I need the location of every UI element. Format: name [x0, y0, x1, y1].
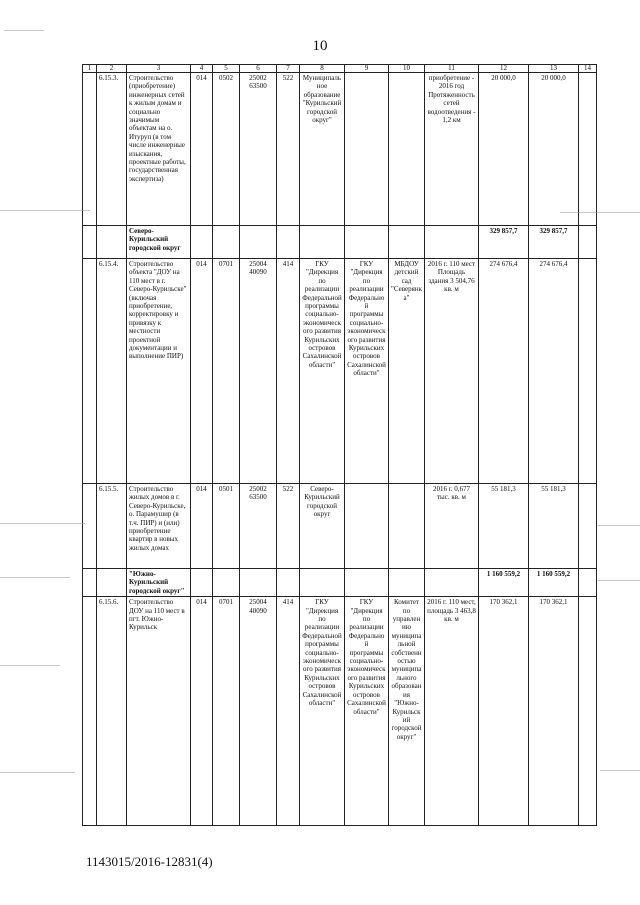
- scan-line: [598, 525, 640, 526]
- cell: [345, 73, 389, 226]
- cell-amount: 329 857,7: [529, 226, 579, 259]
- cell: 25002 63500: [240, 73, 277, 226]
- cell: [345, 569, 389, 597]
- column-header: 8: [300, 65, 345, 73]
- cell-number: [97, 226, 127, 259]
- scan-line: [560, 212, 640, 213]
- cell: [389, 73, 425, 226]
- cell: [579, 597, 597, 826]
- cell: [345, 484, 389, 569]
- cell: 2016 г. 110 мест, площадь 3 463,8 кв. м: [425, 597, 479, 826]
- column-header: 1: [83, 65, 97, 73]
- cell: 414: [277, 259, 300, 484]
- column-header: 6: [240, 65, 277, 73]
- column-header: 14: [579, 65, 597, 73]
- cell-number: 6.15.6.: [97, 597, 127, 826]
- document-footer: 1143015/2016-12831(4): [86, 854, 213, 869]
- scan-line: [0, 210, 90, 211]
- cell: [191, 569, 213, 597]
- cell-amount: 274 676,4: [529, 259, 579, 484]
- cell: [83, 484, 97, 569]
- cell: [389, 569, 425, 597]
- cell: [389, 226, 425, 259]
- column-header: 2: [97, 65, 127, 73]
- cell: [83, 259, 97, 484]
- cell: [83, 569, 97, 597]
- cell: [579, 259, 597, 484]
- scan-line: [600, 770, 640, 771]
- cell-name: Строительство жилых домов в г. Северо-Курильске, о. Парамушир (в т.ч. ПИР) и (или) приобретение квартир в новых жилых домах: [127, 484, 191, 569]
- table-row: [83, 484, 597, 569]
- scan-line: [0, 523, 85, 524]
- scan-line: [598, 580, 640, 581]
- cell: [300, 569, 345, 597]
- scan-line: [0, 577, 70, 578]
- budget-table: [82, 64, 597, 826]
- cell-amount: 20 000,0: [529, 73, 579, 226]
- table-row: [83, 259, 597, 484]
- cell: 414: [277, 597, 300, 826]
- cell: [425, 569, 479, 597]
- column-header: 3: [127, 65, 191, 73]
- cell: 014: [191, 484, 213, 569]
- cell: 014: [191, 259, 213, 484]
- cell: приобретение - 2016 год Протяженность сетей водоотведения - 1,2 км: [425, 73, 479, 226]
- column-header: 5: [213, 65, 240, 73]
- cell: 522: [277, 73, 300, 226]
- cell-amount: 170 362,1: [479, 597, 529, 826]
- cell-name: Строительство объекта "ДОУ на 110 мест в г. Северо-Курильске" (включая приобретение, корректировку и привязку к местности проектной документации и выполнение ПИР): [127, 259, 191, 484]
- cell: [345, 226, 389, 259]
- cell: [277, 569, 300, 597]
- scan-line: [0, 665, 60, 666]
- cell: 0502: [213, 73, 240, 226]
- cell: 25004 40090: [240, 259, 277, 484]
- header-row: [83, 65, 597, 73]
- cell-name: Строительство ДОУ на 110 мест в пгт. Южно-Курильск: [127, 597, 191, 826]
- cell: [579, 484, 597, 569]
- cell: ГКУ "Дирекция по реализации Федеральной программы социально-экономического развития Курильских островов Сахалинской области": [300, 259, 345, 484]
- cell-amount: 55 181,3: [479, 484, 529, 569]
- cell: Муниципальное образование "Курильский городской округ": [300, 73, 345, 226]
- cell-name: Строительство (приобретение) инженерных сетей к жилым домам и социально значимым объектам на о. Итуруп (в том числе инженерные изыскания, проектные работы, государственная экспертиза): [127, 73, 191, 226]
- cell-amount: 170 362,1: [529, 597, 579, 826]
- table-row: [83, 569, 597, 597]
- cell-amount: 1 160 559,2: [479, 569, 529, 597]
- cell-amount: 274 676,4: [479, 259, 529, 484]
- cell: ГКУ "Дирекция по реализации Федеральной программы социально-экономического развития Курильских островов Сахалинской области": [300, 597, 345, 826]
- cell: [425, 226, 479, 259]
- cell: 014: [191, 73, 213, 226]
- cell: 0701: [213, 259, 240, 484]
- cell-number: 6.15.4.: [97, 259, 127, 484]
- cell: 2016 г. 0,677 тыс. кв. м: [425, 484, 479, 569]
- cell: ГКУ "Дирекция по реализации Федеральной программы социально-экономического развития Курильских островов Сахалинской области": [345, 259, 389, 484]
- cell: МБДОУ детский сад "Северянка": [389, 259, 425, 484]
- cell: [579, 73, 597, 226]
- page-number: 10: [312, 38, 328, 54]
- cell-amount: 55 181,3: [529, 484, 579, 569]
- cell-name: Северо-Курильский городской округ: [127, 226, 191, 259]
- cell: [213, 226, 240, 259]
- cell: 0501: [213, 484, 240, 569]
- column-header: 4: [191, 65, 213, 73]
- column-header: 13: [529, 65, 579, 73]
- cell-number: 6.15.5.: [97, 484, 127, 569]
- cell: [389, 484, 425, 569]
- table-row: [83, 226, 597, 259]
- cell: [83, 73, 97, 226]
- cell: Комитет по управлению муниципальной собственностью муниципального образования "Южно-Курильский городской округ": [389, 597, 425, 826]
- cell: ГКУ "Дирекция по реализации Федеральной программы социально-экономического развития Курильских островов Сахалинской области": [345, 597, 389, 826]
- cell: 2016 г. 110 мест Площадь здания 3 504,76 кв. м: [425, 259, 479, 484]
- cell: [277, 226, 300, 259]
- cell: [240, 569, 277, 597]
- cell-name: "Южно-Курильский городской округ": [127, 569, 191, 597]
- table-row: [83, 597, 597, 826]
- cell: 25004 40090: [240, 597, 277, 826]
- cell: [579, 226, 597, 259]
- cell-amount: 20 000,0: [479, 73, 529, 226]
- cell: Северо-Курильский городской округ: [300, 484, 345, 569]
- cell-number: 6.15.3.: [97, 73, 127, 226]
- cell: 522: [277, 484, 300, 569]
- cell: [213, 569, 240, 597]
- cell: 25002 63500: [240, 484, 277, 569]
- cell-amount: 329 857,7: [479, 226, 529, 259]
- cell-amount: 1 160 559,2: [529, 569, 579, 597]
- cell: 014: [191, 597, 213, 826]
- cell: [83, 597, 97, 826]
- cell-number: [97, 569, 127, 597]
- cell: [579, 569, 597, 597]
- table-row: [83, 73, 597, 226]
- column-header: 9: [345, 65, 389, 73]
- cell: [191, 226, 213, 259]
- column-header: 7: [277, 65, 300, 73]
- scan-line: [0, 772, 75, 773]
- cell: [300, 226, 345, 259]
- cell: [240, 226, 277, 259]
- column-header: 12: [479, 65, 529, 73]
- column-header: 11: [425, 65, 479, 73]
- cell: [83, 226, 97, 259]
- scan-line: [4, 30, 44, 31]
- cell: 0701: [213, 597, 240, 826]
- column-header: 10: [389, 65, 425, 73]
